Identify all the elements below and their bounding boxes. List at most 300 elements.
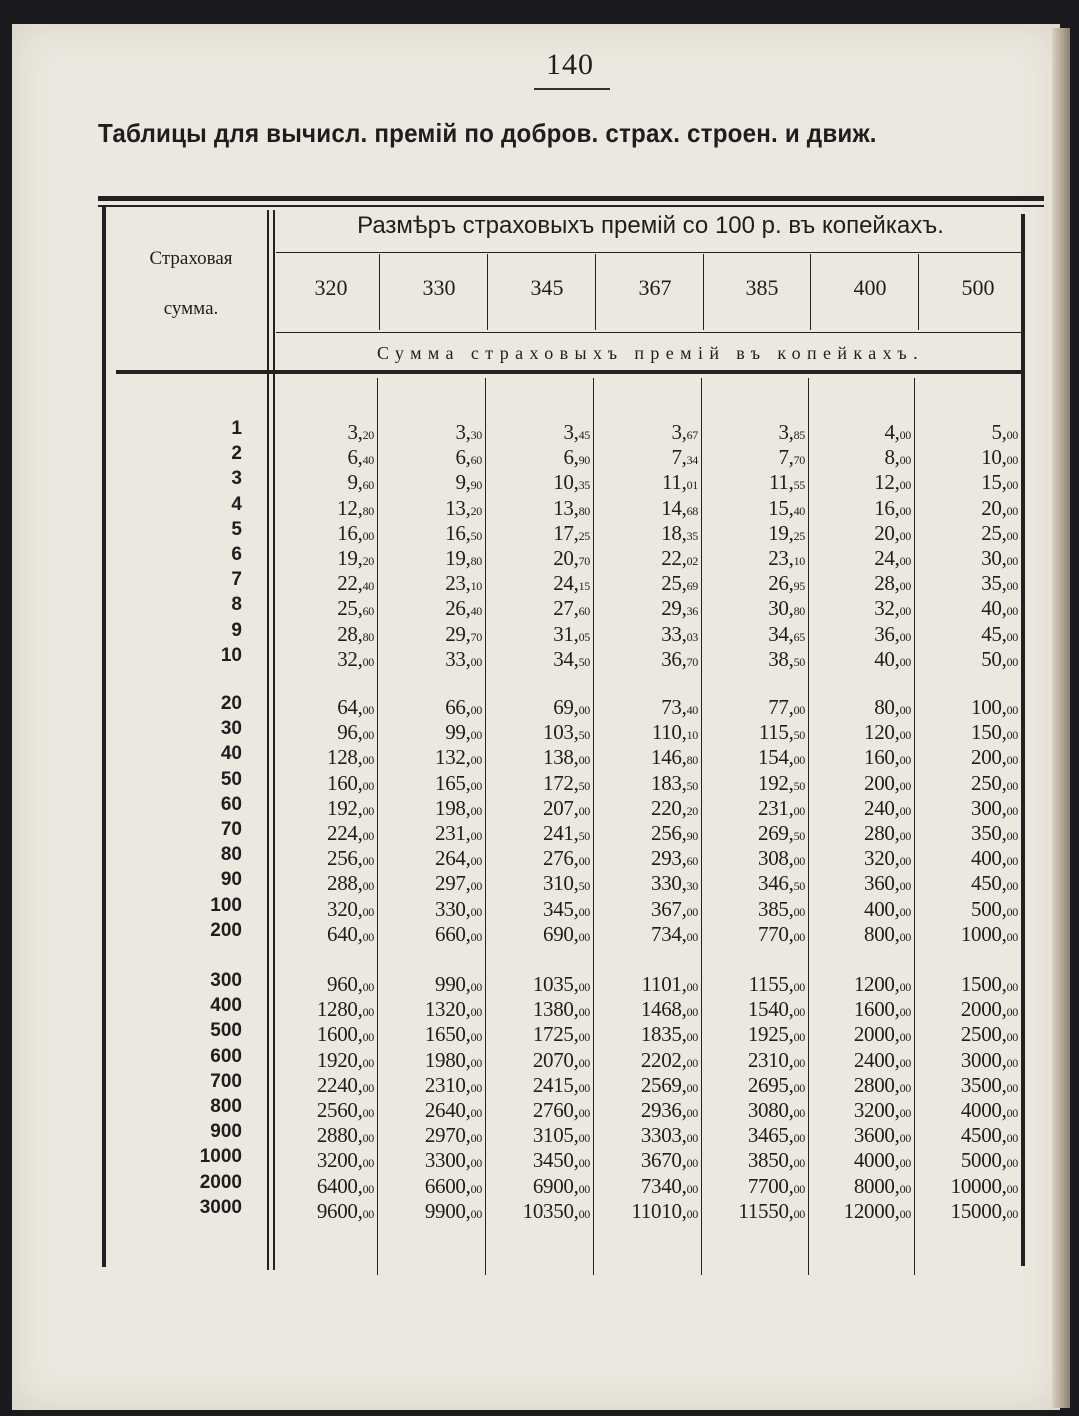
premium-rubles: 192, xyxy=(758,770,794,795)
premium-kopecks: 80 xyxy=(578,503,590,518)
premium-rubles: 3105, xyxy=(532,1123,579,1148)
premium-kopecks: 00 xyxy=(793,1181,805,1196)
premium-cell xyxy=(596,1148,698,1173)
premium-rubles: 128, xyxy=(327,745,363,770)
premium-kopecks: 00 xyxy=(686,1055,698,1070)
premium-cell xyxy=(488,720,590,745)
premium-cell xyxy=(809,871,911,896)
premium-rubles: 69, xyxy=(553,695,579,719)
premium-rubles: 10, xyxy=(553,470,579,495)
premium-rubles: 10000, xyxy=(950,1173,1007,1198)
premium-kopecks: 00 xyxy=(362,1030,374,1045)
premium-rubles: 3, xyxy=(671,420,687,444)
premium-cell xyxy=(916,596,1018,621)
premium-kopecks: 00 xyxy=(1006,1156,1018,1171)
premium-rubles: 2202, xyxy=(640,1047,687,1072)
premium-rubles: 231, xyxy=(435,821,471,845)
premium-kopecks: 80 xyxy=(470,554,482,568)
insured-sum-cell: 900 xyxy=(210,1121,242,1143)
premium-kopecks: 00 xyxy=(470,753,482,768)
premium-cell xyxy=(272,1098,374,1123)
premium-kopecks: 00 xyxy=(470,728,482,743)
premium-rubles: 40, xyxy=(874,646,900,671)
premium-rubles: 1035, xyxy=(532,972,579,996)
premium-kopecks: 00 xyxy=(899,554,911,568)
premium-rubles: 2970, xyxy=(424,1123,471,1148)
premium-kopecks: 00 xyxy=(470,778,482,793)
premium-cell xyxy=(809,445,911,470)
premium-cell xyxy=(488,897,590,922)
header-bottom-rule xyxy=(116,370,1022,374)
premium-kopecks: 95 xyxy=(793,579,805,594)
premium-kopecks: 00 xyxy=(578,980,590,994)
premium-kopecks: 00 xyxy=(899,428,911,442)
premium-kopecks: 00 xyxy=(899,579,911,594)
premium-cell xyxy=(596,445,698,470)
premium-cell xyxy=(488,972,590,997)
premium-cell xyxy=(809,745,911,770)
column-divider xyxy=(701,378,702,1275)
premium-cell xyxy=(380,922,482,947)
premium-rubles: 3080, xyxy=(747,1098,794,1122)
premium-rubles: 12000, xyxy=(843,1198,900,1223)
premium-rubles: 1380, xyxy=(532,997,579,1022)
premium-kopecks: 00 xyxy=(1006,579,1018,594)
premium-kopecks: 40 xyxy=(686,703,698,717)
premium-rubles: 160, xyxy=(864,745,900,770)
premium-kopecks: 00 xyxy=(362,778,374,793)
premium-cell xyxy=(596,771,698,796)
premium-cell xyxy=(596,720,698,745)
premium-rubles: 9600, xyxy=(316,1198,363,1223)
page-number: 140 xyxy=(546,48,594,81)
premium-kopecks: 00 xyxy=(1006,428,1018,442)
premium-cell xyxy=(596,571,698,596)
premium-rubles: 2760, xyxy=(532,1098,579,1122)
premium-cell xyxy=(809,771,911,796)
insured-sum-cell: 80 xyxy=(220,844,242,866)
premium-kopecks: 00 xyxy=(362,904,374,919)
premium-cell xyxy=(272,1048,374,1073)
premium-kopecks: 00 xyxy=(578,703,590,717)
header-sub-rule xyxy=(276,332,1022,333)
premium-cell xyxy=(809,521,911,546)
premium-rubles: 77, xyxy=(768,695,794,719)
premium-kopecks: 00 xyxy=(899,753,911,768)
premium-rubles: 11, xyxy=(662,470,687,495)
premium-cell xyxy=(703,745,805,770)
premium-cell xyxy=(916,695,1018,720)
premium-rubles: 2569, xyxy=(640,1072,687,1097)
premium-cell xyxy=(596,745,698,770)
premium-cell xyxy=(809,720,911,745)
premium-rubles: 990, xyxy=(435,972,471,996)
premium-rubles: 3, xyxy=(455,420,471,444)
premium-kopecks: 00 xyxy=(362,654,374,669)
premium-rubles: 660, xyxy=(435,921,471,946)
page-title: Таблицы для вычисл. премій по добров. страх. строен. и движ. xyxy=(98,118,877,148)
premium-cell xyxy=(596,647,698,672)
premium-kopecks: 00 xyxy=(470,1181,482,1196)
rate-header: 400 xyxy=(853,275,887,300)
premium-cell xyxy=(916,897,1018,922)
premium-kopecks: 45 xyxy=(578,428,590,442)
premium-cell xyxy=(916,1148,1018,1173)
premium-rubles: 2936, xyxy=(640,1098,687,1122)
premium-kopecks: 00 xyxy=(362,980,374,994)
premium-cell xyxy=(380,546,482,571)
premium-kopecks: 00 xyxy=(686,1030,698,1045)
premium-kopecks: 00 xyxy=(362,879,374,894)
premium-kopecks: 55 xyxy=(793,478,805,493)
premium-rubles: 96, xyxy=(337,720,363,745)
premium-kopecks: 36 xyxy=(686,604,698,619)
premium-rubles: 250, xyxy=(971,770,1007,795)
premium-cell xyxy=(488,922,590,947)
premium-kopecks: 00 xyxy=(899,879,911,894)
premium-cell xyxy=(809,1123,911,1148)
premium-kopecks: 00 xyxy=(899,728,911,743)
premium-rubles: 19, xyxy=(337,546,363,570)
premium-rubles: 27, xyxy=(553,596,579,621)
premium-rubles: 12, xyxy=(874,470,900,495)
premium-rubles: 25, xyxy=(661,571,687,596)
premium-cell xyxy=(916,771,1018,796)
premium-cell xyxy=(488,622,590,647)
premium-cell xyxy=(488,1048,590,1073)
premium-kopecks: 00 xyxy=(470,803,482,818)
premium-kopecks: 60 xyxy=(362,478,374,493)
premium-cell xyxy=(596,1098,698,1123)
premium-cell xyxy=(596,1174,698,1199)
premium-kopecks: 00 xyxy=(362,1206,374,1221)
rate-header: 385 xyxy=(745,275,779,300)
insured-sum-cell: 7 xyxy=(231,569,242,591)
premium-kopecks: 00 xyxy=(686,1181,698,1196)
column-divider xyxy=(377,378,378,1275)
premium-rubles: 23, xyxy=(768,546,794,570)
premium-rubles: 200, xyxy=(864,770,900,795)
premium-cell xyxy=(488,546,590,571)
premium-rubles: 256, xyxy=(651,821,687,845)
premium-kopecks: 00 xyxy=(1006,803,1018,818)
premium-kopecks: 00 xyxy=(470,1055,482,1070)
premium-rubles: 3000, xyxy=(960,1047,1007,1072)
premium-kopecks: 00 xyxy=(899,453,911,468)
premium-cell xyxy=(703,420,805,445)
premium-rubles: 172, xyxy=(543,770,579,795)
premium-cell xyxy=(703,1098,805,1123)
premium-rubles: 770, xyxy=(758,921,794,946)
rate-header: 320 xyxy=(314,275,348,300)
premium-kopecks: 00 xyxy=(1006,904,1018,919)
premium-kopecks: 00 xyxy=(470,829,482,843)
premium-rubles: 3300, xyxy=(424,1148,471,1173)
premium-kopecks: 00 xyxy=(578,904,590,919)
premium-rubles: 734, xyxy=(651,921,687,946)
insured-sum-cell: 100 xyxy=(210,894,242,916)
premium-rubles: 138, xyxy=(543,745,579,770)
premium-cell xyxy=(809,1073,911,1098)
premium-kopecks: 50 xyxy=(793,728,805,743)
premium-cell xyxy=(272,496,374,521)
premium-cell xyxy=(272,420,374,445)
premium-rubles: 640, xyxy=(327,921,363,946)
premium-rubles: 500, xyxy=(971,896,1007,921)
insured-sum-cell: 6 xyxy=(231,544,242,565)
premium-kopecks: 05 xyxy=(578,629,590,644)
insured-sum-cell: 5 xyxy=(231,518,242,540)
premium-cell xyxy=(916,972,1018,997)
premium-cell xyxy=(916,521,1018,546)
rate-header: 345 xyxy=(530,275,564,300)
premium-rubles: 16, xyxy=(337,520,363,545)
premium-kopecks: 00 xyxy=(899,803,911,818)
premium-rubles: 6600, xyxy=(424,1173,471,1198)
premium-rubles: 308, xyxy=(758,846,794,871)
premium-cell xyxy=(703,445,805,470)
premium-kopecks: 00 xyxy=(1006,1080,1018,1095)
premium-cell xyxy=(596,1073,698,1098)
premium-cell xyxy=(380,821,482,846)
premium-kopecks: 00 xyxy=(362,854,374,869)
premium-cell xyxy=(596,596,698,621)
premium-rubles: 2070, xyxy=(532,1047,579,1072)
premium-cell xyxy=(380,997,482,1022)
premium-cell xyxy=(703,546,805,571)
premium-cell xyxy=(272,1022,374,1047)
premium-cell xyxy=(272,571,374,596)
premium-cell xyxy=(380,846,482,871)
premium-kopecks: 00 xyxy=(899,980,911,994)
premium-cell xyxy=(272,521,374,546)
insured-sum-cell: 1000 xyxy=(199,1146,242,1168)
rate-header: 367 xyxy=(638,275,672,300)
premium-rubles: 5, xyxy=(991,420,1007,444)
insured-sum-cell: 400 xyxy=(210,995,242,1017)
premium-cell xyxy=(916,871,1018,896)
premium-rubles: 11550, xyxy=(738,1198,794,1223)
premium-cell xyxy=(916,997,1018,1022)
premium-kopecks: 00 xyxy=(1006,453,1018,468)
premium-rubles: 99, xyxy=(445,720,471,745)
premium-kopecks: 00 xyxy=(362,1181,374,1196)
premium-cell xyxy=(916,745,1018,770)
premium-kopecks: 00 xyxy=(362,829,374,843)
premium-rubles: 15, xyxy=(981,470,1007,495)
premium-rubles: 4, xyxy=(884,420,900,444)
premium-kopecks: 65 xyxy=(793,629,805,644)
premium-rubles: 6, xyxy=(563,445,579,470)
premium-rubles: 23, xyxy=(445,571,471,596)
premium-rubles: 4500, xyxy=(960,1123,1007,1148)
premium-rubles: 2640, xyxy=(424,1098,471,1122)
insured-sum-cell: 600 xyxy=(210,1045,242,1067)
premium-rubles: 16, xyxy=(445,520,471,545)
insured-sum-cell: 30 xyxy=(220,718,242,740)
premium-rubles: 9, xyxy=(347,470,363,495)
premium-cell xyxy=(596,796,698,821)
premium-rubles: 28, xyxy=(337,621,363,646)
premium-cell xyxy=(916,720,1018,745)
premium-kopecks: 30 xyxy=(470,428,482,442)
premium-rubles: 1540, xyxy=(747,997,794,1022)
premium-kopecks: 00 xyxy=(1006,879,1018,894)
premium-rubles: 1725, xyxy=(532,1022,579,1047)
premium-rubles: 1600, xyxy=(316,1022,363,1047)
premium-kopecks: 00 xyxy=(899,1181,911,1196)
premium-rubles: 10, xyxy=(981,445,1007,470)
premium-cell xyxy=(703,1022,805,1047)
premium-kopecks: 00 xyxy=(899,528,911,543)
premium-cell xyxy=(596,871,698,896)
premium-rubles: 9, xyxy=(455,470,471,495)
premium-kopecks: 00 xyxy=(686,929,698,944)
premium-cell xyxy=(380,496,482,521)
premium-kopecks: 00 xyxy=(362,1156,374,1171)
premium-rubles: 19, xyxy=(768,520,794,545)
premium-rubles: 25, xyxy=(337,596,363,621)
premium-rubles: 33, xyxy=(445,646,471,671)
premium-rubles: 12, xyxy=(337,495,363,520)
premium-rubles: 800, xyxy=(864,921,900,946)
premium-rubles: 40, xyxy=(981,596,1007,621)
premium-rubles: 3850, xyxy=(747,1148,794,1173)
premium-kopecks: 00 xyxy=(1006,1055,1018,1070)
premium-kopecks: 50 xyxy=(686,778,698,793)
premium-cell xyxy=(809,470,911,495)
insured-sum-cell: 1 xyxy=(231,418,242,439)
premium-rubles: 160, xyxy=(327,770,363,795)
premium-rubles: 310, xyxy=(543,871,579,896)
premium-cell xyxy=(488,470,590,495)
premium-kopecks: 40 xyxy=(362,579,374,594)
premium-rubles: 231, xyxy=(758,795,794,820)
premium-cell xyxy=(916,1073,1018,1098)
premium-kopecks: 00 xyxy=(1006,629,1018,644)
premium-kopecks: 02 xyxy=(686,554,698,568)
premium-rubles: 18, xyxy=(661,520,687,545)
premium-rubles: 15000, xyxy=(950,1198,1007,1223)
premium-cell xyxy=(272,796,374,821)
premium-kopecks: 00 xyxy=(362,1005,374,1020)
premium-rubles: 165, xyxy=(435,770,471,795)
premium-kopecks: 40 xyxy=(362,453,374,468)
premium-rubles: 3465, xyxy=(747,1123,794,1148)
premium-kopecks: 00 xyxy=(578,803,590,818)
premium-cell xyxy=(703,596,805,621)
premium-kopecks: 50 xyxy=(470,528,482,543)
premium-cell xyxy=(809,796,911,821)
premium-rubles: 1925, xyxy=(747,1022,794,1047)
premium-kopecks: 10 xyxy=(793,554,805,568)
premium-cell xyxy=(380,647,482,672)
premium-rubles: 66, xyxy=(445,695,471,719)
insured-sum-cell: 800 xyxy=(210,1096,242,1117)
premium-cell xyxy=(488,821,590,846)
premium-cell xyxy=(703,622,805,647)
premium-cell xyxy=(380,470,482,495)
premium-cell xyxy=(380,571,482,596)
premium-cell xyxy=(380,1123,482,1148)
premium-cell xyxy=(703,972,805,997)
premium-rubles: 38, xyxy=(768,646,794,671)
premium-kopecks: 00 xyxy=(686,1005,698,1020)
premium-cell xyxy=(272,897,374,922)
premium-rubles: 36, xyxy=(661,646,687,671)
premium-cell xyxy=(809,1022,911,1047)
premium-kopecks: 60 xyxy=(686,854,698,869)
premium-kopecks: 00 xyxy=(578,1055,590,1070)
premium-kopecks: 15 xyxy=(578,579,590,594)
premium-cell xyxy=(380,1199,482,1224)
premium-rubles: 100, xyxy=(971,695,1007,719)
premium-cell xyxy=(703,521,805,546)
premium-rubles: 17, xyxy=(553,520,579,545)
premium-kopecks: 50 xyxy=(793,879,805,894)
insured-sum-cell: 2 xyxy=(231,443,242,465)
premium-rubles: 34, xyxy=(768,621,794,646)
premium-rubles: 14, xyxy=(661,495,687,520)
premium-cell xyxy=(272,1174,374,1199)
premium-kopecks: 00 xyxy=(793,1131,805,1146)
premium-rubles: 3200, xyxy=(853,1098,900,1122)
premium-rubles: 20, xyxy=(874,520,900,545)
premium-rubles: 7, xyxy=(671,445,687,470)
premium-cell xyxy=(916,647,1018,672)
premium-rubles: 320, xyxy=(327,896,363,921)
premium-rubles: 9900, xyxy=(424,1198,471,1223)
premium-cell xyxy=(703,571,805,596)
premium-rubles: 7700, xyxy=(747,1173,794,1198)
premium-rubles: 2400, xyxy=(853,1047,900,1072)
insured-sum-cell: 3000 xyxy=(199,1196,242,1218)
premium-cell xyxy=(488,420,590,445)
premium-kopecks: 00 xyxy=(470,1106,482,1120)
premium-cell xyxy=(916,546,1018,571)
premium-cell xyxy=(380,695,482,720)
premium-cell xyxy=(703,1199,805,1224)
premium-cell xyxy=(916,1174,1018,1199)
premium-rubles: 2000, xyxy=(853,1022,900,1047)
premium-kopecks: 00 xyxy=(362,703,374,717)
premium-rubles: 20, xyxy=(553,546,579,570)
premium-rubles: 6900, xyxy=(532,1173,579,1198)
insured-sum-cell: 8 xyxy=(231,594,242,616)
premium-rubles: 154, xyxy=(758,745,794,770)
premium-cell xyxy=(488,871,590,896)
premium-cell xyxy=(488,695,590,720)
premium-cell xyxy=(596,821,698,846)
premium-rubles: 13, xyxy=(445,495,471,520)
premium-rubles: 29, xyxy=(661,596,687,621)
premium-kopecks: 00 xyxy=(470,980,482,994)
premium-kopecks: 00 xyxy=(1006,980,1018,994)
premium-cell xyxy=(380,1174,482,1199)
premium-kopecks: 00 xyxy=(578,854,590,869)
premium-cell xyxy=(488,596,590,621)
premium-kopecks: 67 xyxy=(686,428,698,442)
premium-kopecks: 00 xyxy=(362,1131,374,1146)
premium-kopecks: 80 xyxy=(362,629,374,644)
premium-rubles: 34, xyxy=(553,646,579,671)
premium-kopecks: 00 xyxy=(1006,554,1018,568)
premium-cell xyxy=(916,420,1018,445)
premium-kopecks: 80 xyxy=(686,753,698,768)
premium-rubles: 346, xyxy=(758,871,794,896)
premium-kopecks: 20 xyxy=(362,428,374,442)
insured-sum-cell: 3 xyxy=(231,468,242,490)
